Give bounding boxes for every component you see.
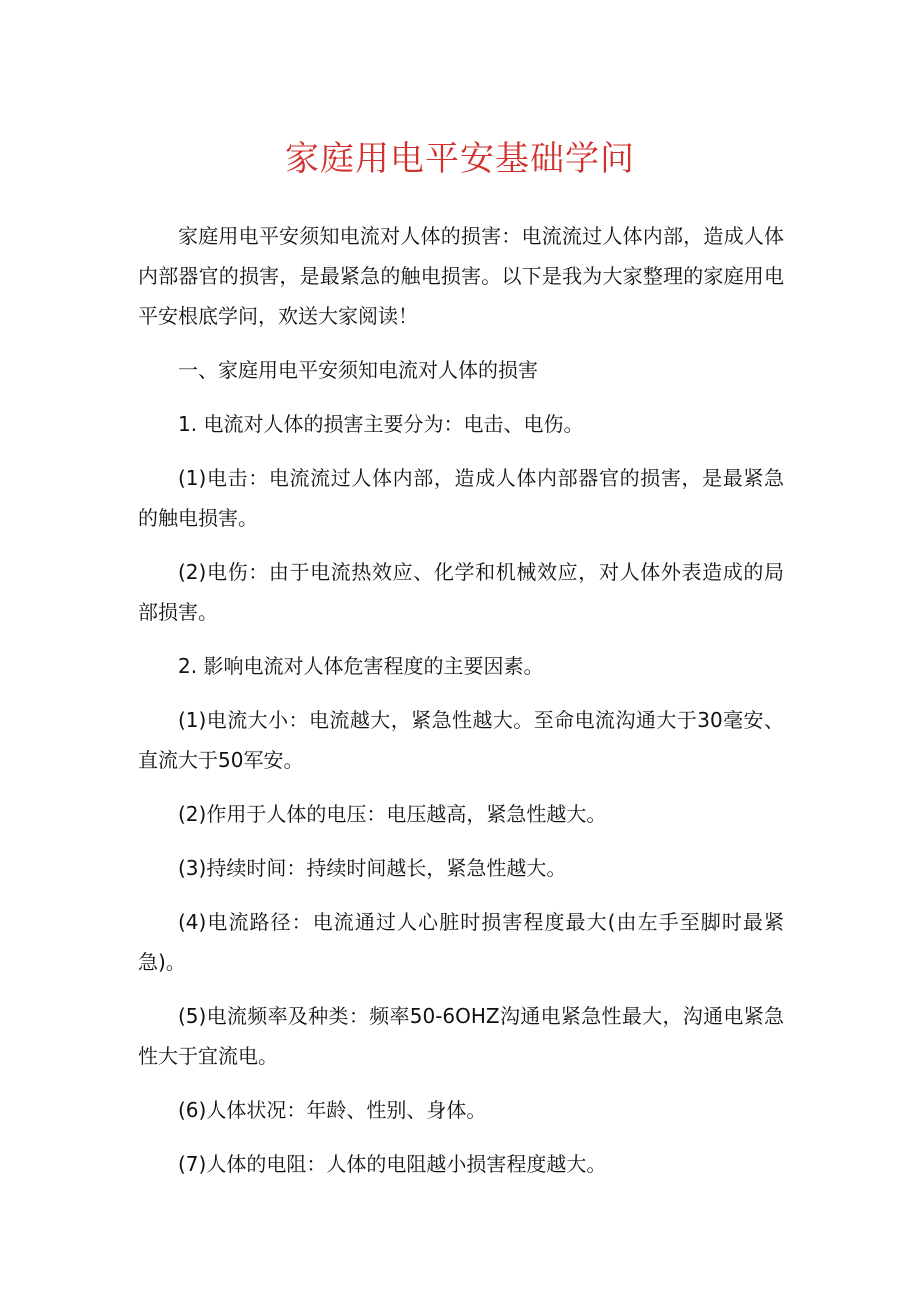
paragraph: 2. 影响电流对人体危害程度的主要因素。 [178,654,544,678]
paragraph: (5)电流频率及种类：频率50-6OHZ沟通电紧急性最大，沟通电紧急性大于宜流电。 [138,1004,784,1068]
document-title: 家庭用电平安基础学问 [285,139,635,179]
intro-paragraph: 家庭用电平安须知电流对人体的损害：电流流过人体内部，造成人体内部器官的损害，是最紧急的触电损害。以下是我为大家整理的家庭用电平安根底学问，欢送大家阅读！ [138,224,784,328]
section-heading: 一、家庭用电平安须知电流对人体的损害 [178,358,538,382]
paragraph: (7)人体的电阻：人体的电阻越小损害程度越大。 [178,1152,607,1176]
paragraph: 1. 电流对人体的损害主要分为：电击、电伤。 [178,412,584,436]
document-body [138,216,784,1198]
paragraph: (1)电击：电流流过人体内部，造成人体内部器官的损害，是最紧急的触电损害。 [138,466,784,530]
paragraph: (1)电流大小：电流越大，紧急性越大。至命电流沟通大于30毫安、直流大于50军安。 [138,708,784,772]
paragraph: (2)作用于人体的电压：电压越高，紧急性越大。 [178,802,607,826]
paragraph: (6)人体状况：年龄、性别、身体。 [178,1098,487,1122]
paragraph: (4)电流路径：电流通过人心脏时损害程度最大(由左手至脚时最紧急)。 [138,910,784,974]
paragraph: (3)持续时间：持续时间越长，紧急性越大。 [178,856,567,880]
paragraph: (2)电伤：由于电流热效应、化学和机械效应，对人体外表造成的局部损害。 [138,560,784,624]
